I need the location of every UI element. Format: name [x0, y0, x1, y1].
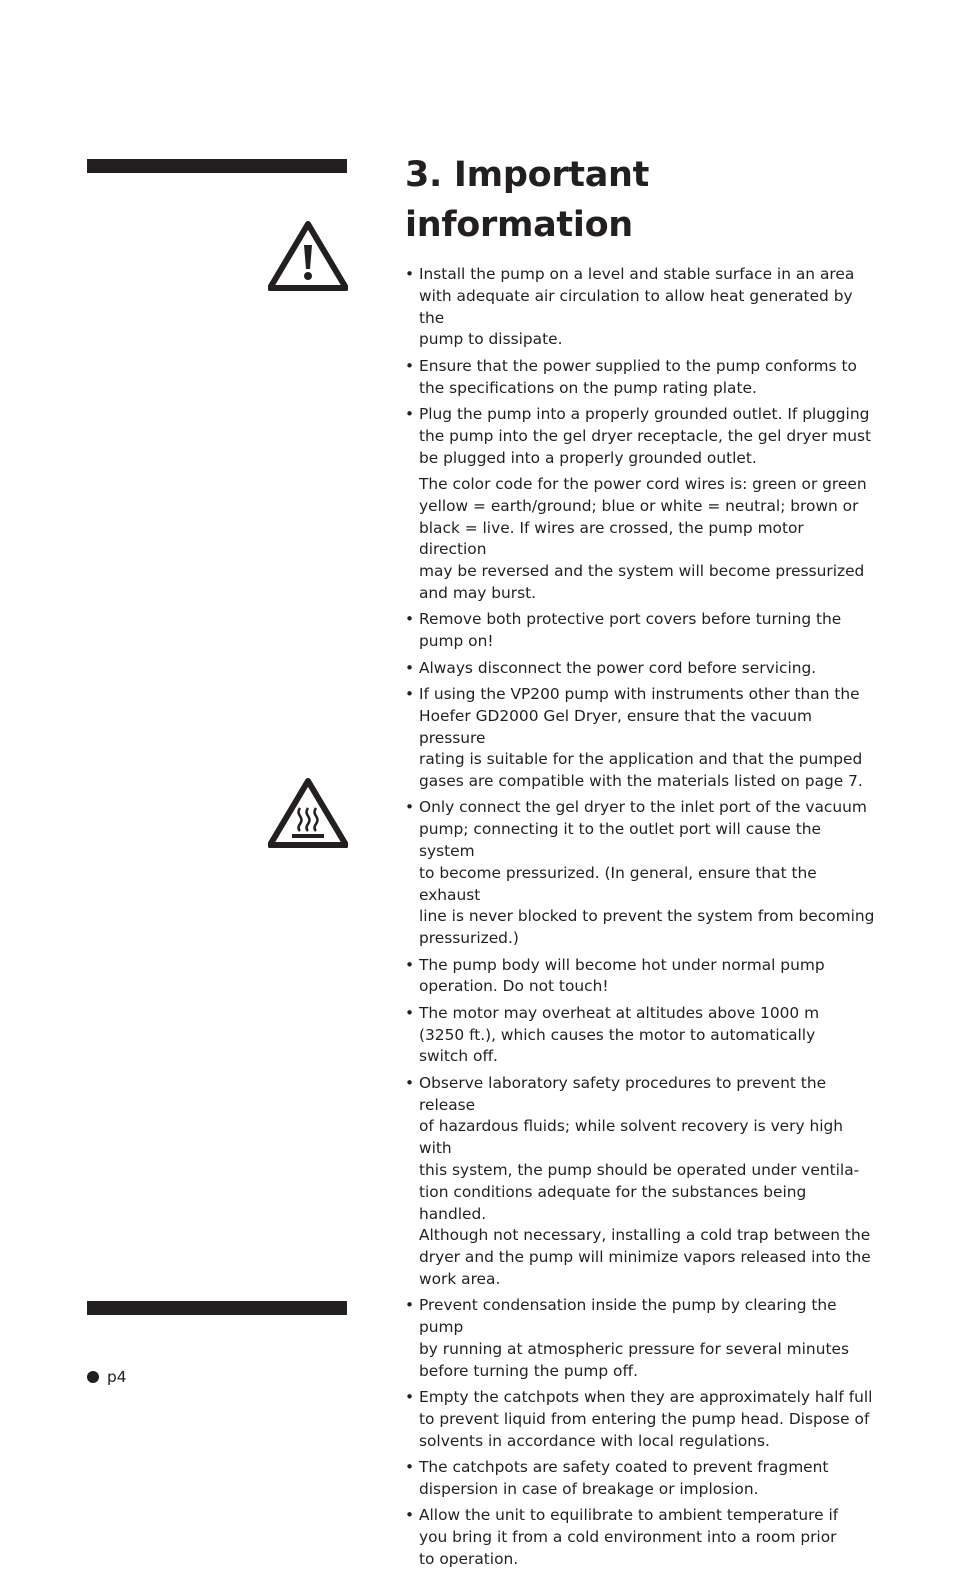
- hot-surface-icon: [268, 778, 348, 848]
- list-item-note: The color code for the power cord wires is: green or green yellow = earth/ground; blue or white = neutral; brown or black = live. If wires are crossed, the pump motor direction may be reversed and the system will become pressurized and may burst.: [419, 474, 867, 602]
- list-item: • The catchpots are safety coated to prevent fragment dispersion in case of breakage or implosion.: [405, 1457, 875, 1501]
- list-item: • Remove both protective port covers before turning the pump on!: [405, 609, 875, 653]
- information-list: [405, 264, 875, 1571]
- list-item: • Allow the unit to equilibrate to ambient temperature if you bring it from a cold environment into a room prior to operation.: [405, 1505, 875, 1570]
- list-item: • Plug the pump into a properly grounded outlet. If plugging the pump into the gel dryer receptacle, the gel dryer must be plugged into a properly grounded outlet.: [405, 404, 875, 469]
- main-content: [405, 150, 875, 1575]
- page-number: p4: [107, 1368, 127, 1386]
- warning-icon: [268, 221, 348, 291]
- bottom-rule: [87, 1301, 347, 1315]
- list-item: • Only connect the gel dryer to the inlet port of the vacuum pump; connecting it to the outlet port will cause the system to become pressurized. (In general, ensure that the exhaust line is never blocked to prevent the system from becoming pressurized.): [405, 797, 875, 950]
- list-item: • Always disconnect the power cord before servicing.: [405, 658, 875, 680]
- list-item: • If using the VP200 pump with instruments other than the Hoefer GD2000 Gel Dryer, ensure that the vacuum pressure rating is suitable for the application and that the pumped gases are compatible with the materials listed on page 7.: [405, 684, 875, 793]
- top-rule: [87, 159, 347, 173]
- bullet-dot-icon: [87, 1371, 99, 1383]
- list-item: • Empty the catchpots when they are approximately half full to prevent liquid from entering the pump head. Dispose of solvents in accordance with local regulations.: [405, 1387, 875, 1452]
- list-item: • The pump body will become hot under normal pump operation. Do not touch!: [405, 955, 875, 999]
- list-item: • The motor may overheat at altitudes above 1000 m (3250 ft.), which causes the motor to automatically switch off.: [405, 1003, 875, 1068]
- list-item: • Install the pump on a level and stable surface in an area with adequate air circulation to allow heat generated by the pump to dissipate.: [405, 264, 875, 351]
- list-item: • Ensure that the power supplied to the pump conforms to the specifications on the pump rating plate.: [405, 356, 875, 400]
- page-title: 3. Important information: [405, 155, 650, 245]
- page-footer: [87, 1367, 127, 1387]
- list-item: • Prevent condensation inside the pump by clearing the pump by running at atmospheric pressure for several minutes before turning the pump off.: [405, 1295, 875, 1382]
- list-item: • Observe laboratory safety procedures to prevent the release of hazardous fluids; while solvent recovery is very high with this system, the pump should be operated under ventila- tion conditions adequate for the substances being handled. Although not necessary, installing a cold trap between the dryer and the pump will minimize vapors released into the work area.: [405, 1073, 875, 1291]
